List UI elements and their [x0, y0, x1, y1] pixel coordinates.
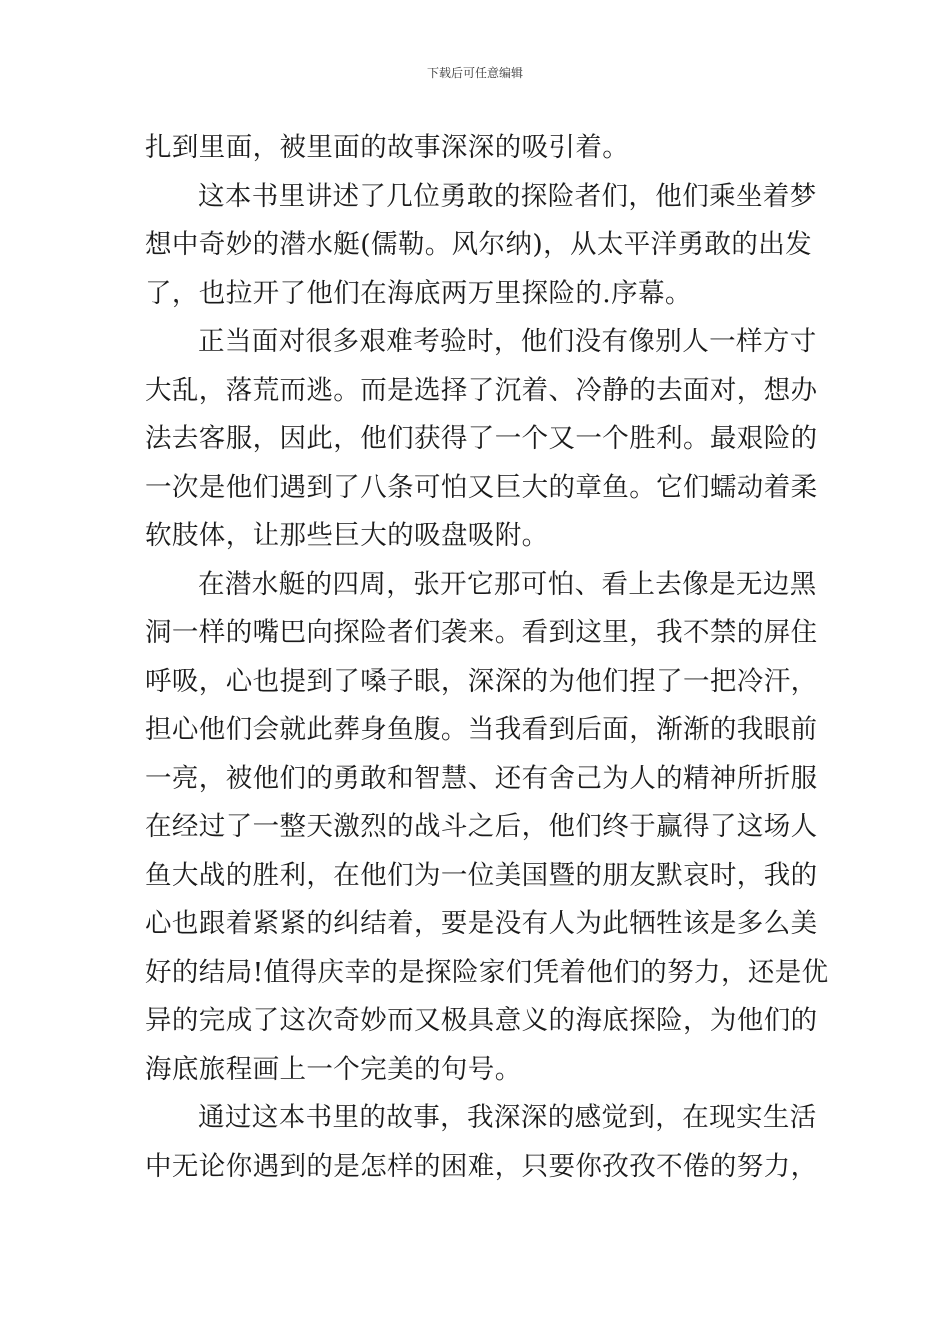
text-line: 好的结局!值得庆幸的是探险家们凭着他们的努力，还是优 — [145, 956, 829, 988]
text-line: 担心他们会就此葬身鱼腹。当我看到后面，渐渐的我眼前 — [145, 714, 818, 745]
text-line: 扎到里面，被里面的故事深深的吸引着。 — [145, 132, 630, 163]
text-line: 异的完成了这次奇妙而又极具意义的海底探险，为他们的 — [145, 1005, 818, 1036]
paragraph-start-line: 正当面对很多艰难考验时，他们没有像别人一样方寸 — [198, 326, 817, 357]
text-line: 大乱，落荒而逃。而是选择了沉着、冷静的去面对，想办 — [145, 374, 818, 406]
paragraph-start-line: 通过这本书里的故事，我深深的感觉到，在现实生活 — [198, 1102, 817, 1133]
paragraph-start-line: 在潜水艇的四周，张开它那可怕、看上去像是无边黑 — [198, 568, 817, 600]
document-body — [145, 124, 829, 1191]
page-header: 下载后可任意编辑 — [426, 66, 523, 80]
text-line: 想中奇妙的潜水艇(儒勒。风尔纳)，从太平洋勇敢的出发 — [145, 229, 813, 260]
text-line: 一亮，被他们的勇敢和智慧、还有舍己为人的精神所折服 — [145, 762, 818, 794]
text-line: 软肢体，让那些巨大的吸盘吸附。 — [145, 520, 549, 551]
text-line: 呼吸，心也提到了嗓子眼，深深的为他们捏了一把冷汗， — [145, 665, 818, 697]
text-line: 在经过了一整天激烈的战斗之后，他们终于赢得了这场人 — [145, 811, 818, 842]
text-line: 洞一样的嘴巴向探险者们袭来。看到这里，我不禁的屏住 — [145, 617, 818, 648]
text-line: 中无论你遇到的是怎样的困难，只要你孜孜不倦的努力， — [145, 1150, 818, 1182]
text-line: 一次是他们遇到了八条可怕又巨大的章鱼。它们蠕动着柔 — [145, 471, 818, 503]
paragraph-start-line: 这本书里讲述了几位勇敢的探险者们，他们乘坐着梦 — [198, 180, 817, 212]
text-line: 心也跟着紧紧的纠结着，要是没有人为此牺牲该是多么美 — [145, 908, 818, 939]
text-line: 海底旅程画上一个完美的句号。 — [145, 1053, 522, 1085]
text-line: 法去客服，因此，他们获得了一个又一个胜利。最艰险的 — [145, 423, 818, 454]
text-line: 鱼大战的胜利，在他们为一位美国暨的朋友默哀时，我的 — [145, 859, 818, 891]
text-line: 了，也拉开了他们在海底两万里探险的.序幕。 — [145, 277, 692, 309]
